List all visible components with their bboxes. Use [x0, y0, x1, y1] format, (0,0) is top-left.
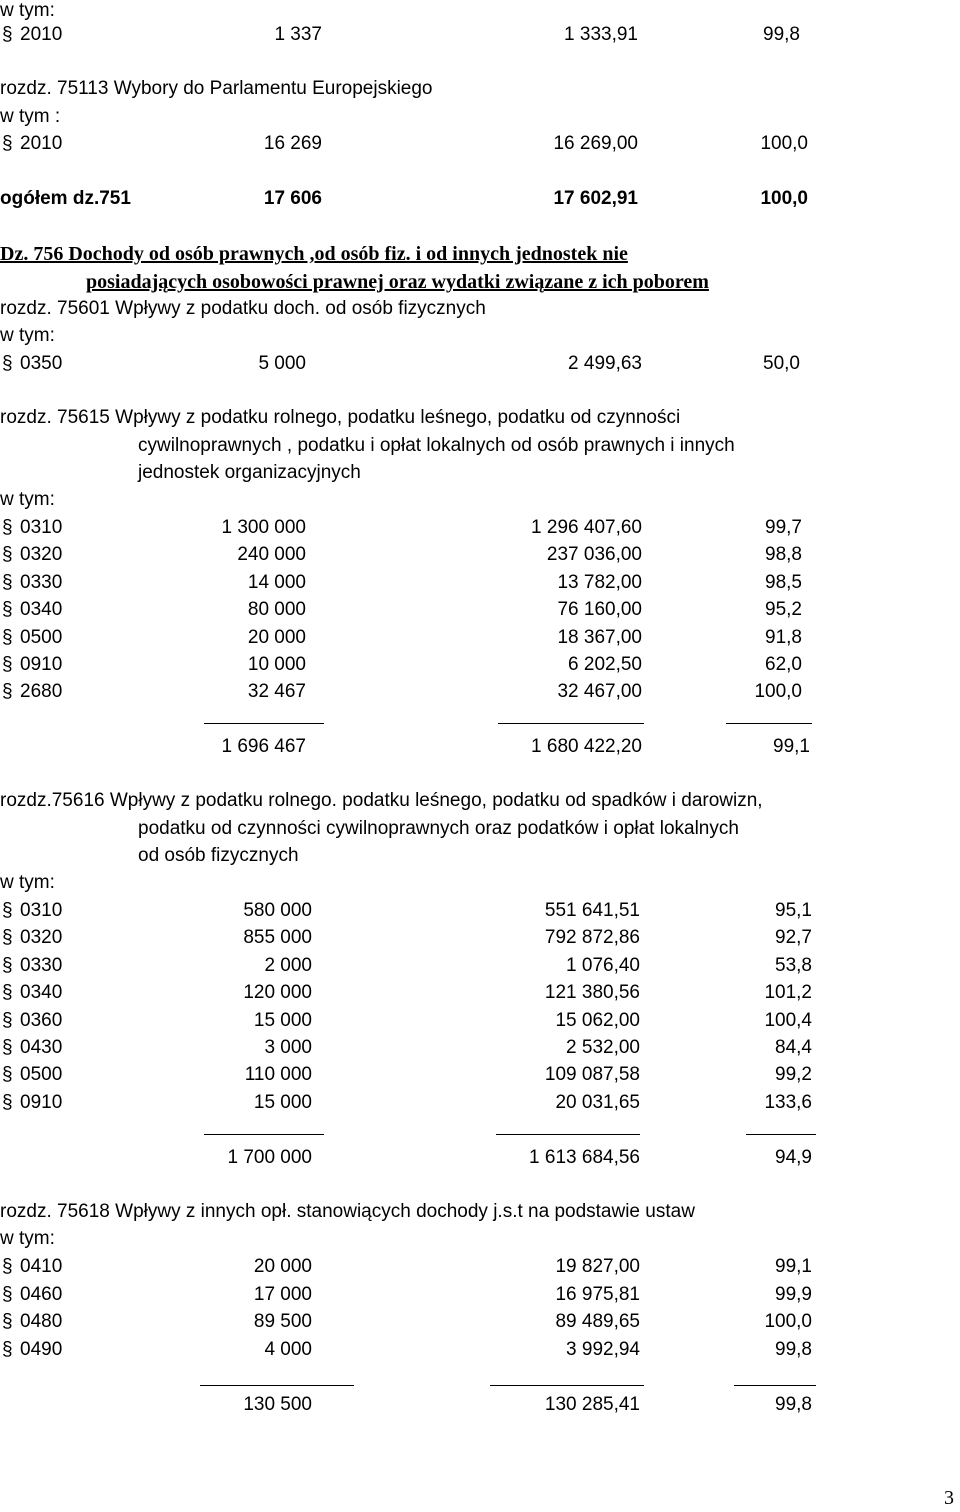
row-code: 2010	[20, 24, 63, 45]
table-row	[0, 626, 960, 650]
sum-rule	[496, 1134, 640, 1135]
subtotal-exec: 130 285,41	[544, 1394, 640, 1415]
row-plan: 580 000	[243, 900, 312, 921]
row-exec: 551 641,51	[544, 900, 640, 921]
row-exec: 89 489,65	[555, 1311, 640, 1332]
row-exec: 237 036,00	[546, 544, 642, 566]
row-pct: 95,2	[765, 599, 802, 621]
table-row	[0, 1338, 960, 1362]
row-exec: 121 380,56	[544, 982, 640, 1004]
row-pct: 99,8	[775, 1338, 812, 1360]
section-title-75113: rozdz. 75113 Wybory do Parlamentu Europejskiego	[0, 78, 433, 99]
row-plan: 110 000	[244, 1064, 312, 1086]
table-row	[0, 1036, 960, 1060]
row-pct: 99,9	[775, 1283, 812, 1305]
table-row	[0, 1091, 960, 1115]
total-exec: 17 602,91	[553, 188, 638, 209]
row-code: 0460	[20, 1283, 63, 1305]
row-pct: 50,0	[763, 353, 800, 374]
subtotal-pct: 94,9	[775, 1147, 812, 1168]
section-sign: §	[2, 1256, 13, 1277]
subtotal-row	[0, 735, 960, 759]
row-pct: 99,1	[775, 1256, 812, 1277]
row-exec: 1 076,40	[566, 954, 640, 976]
total-row-751	[0, 187, 960, 211]
subtotal-pct: 99,1	[773, 736, 810, 757]
table-row	[0, 571, 960, 595]
row-exec: 15 062,00	[555, 1009, 640, 1031]
section-title-75616-cont: od osób fizycznych	[138, 845, 299, 866]
row-exec: 1 296 407,60	[531, 517, 642, 538]
row-plan: 14 000	[247, 571, 306, 593]
row-exec: 32 467,00	[557, 681, 642, 703]
row-plan: 240 000	[237, 544, 306, 566]
section-sign: §	[2, 954, 13, 976]
table-row	[0, 926, 960, 950]
w-tym-label: w tym:	[0, 872, 55, 893]
row-code: 0490	[20, 1338, 63, 1360]
subtotal-exec: 1 680 422,20	[531, 736, 642, 757]
row-code: 2680	[20, 681, 63, 703]
section-sign: §	[2, 571, 13, 593]
row-pct: 95,1	[775, 900, 812, 921]
row-plan: 32 467	[247, 681, 306, 703]
row-pct: 62,0	[765, 654, 802, 675]
row-code: 0500	[20, 626, 63, 648]
row-plan: 5 000	[258, 353, 306, 374]
total-plan: 17 606	[263, 188, 322, 209]
w-tym-label: w tym :	[0, 106, 61, 127]
row-pct: 99,2	[775, 1064, 812, 1086]
row-plan: 3 000	[264, 1037, 312, 1058]
row-pct: 99,7	[765, 517, 802, 538]
row-exec: 18 367,00	[557, 626, 642, 648]
section-sign: §	[2, 1064, 13, 1086]
section-title-75618: rozdz. 75618 Wpływy z innych opł. stanowiących dochody j.s.t na podstawie ustaw	[0, 1201, 695, 1222]
row-plan: 20 000	[253, 1256, 312, 1277]
table-row	[0, 516, 960, 540]
row-plan: 2 000	[264, 954, 312, 976]
w-tym-label: w tym:	[0, 0, 55, 21]
section-sign: §	[2, 517, 13, 538]
row-exec: 76 160,00	[557, 599, 642, 621]
row-exec: 13 782,00	[557, 571, 642, 593]
table-row	[0, 1063, 960, 1087]
row-code: 0430	[20, 1037, 63, 1058]
section-sign: §	[2, 24, 13, 45]
row-pct: 133,6	[764, 1091, 812, 1113]
section-sign: §	[2, 353, 13, 374]
row-pct: 100,0	[754, 681, 802, 703]
row-code: 0500	[20, 1064, 63, 1086]
sum-rule	[746, 1134, 816, 1135]
row-pct: 99,8	[763, 24, 800, 45]
section-title-75616: rozdz.75616 Wpływy z podatku rolnego. podatku leśnego, podatku od spadków i darowizn,	[0, 790, 763, 811]
row-code: 0330	[20, 954, 63, 976]
table-row	[0, 598, 960, 622]
row-pct: 100,4	[764, 1009, 812, 1031]
row-code: 0340	[20, 599, 63, 621]
section-sign: §	[2, 681, 13, 703]
row-plan: 855 000	[243, 927, 312, 949]
row-plan: 80 000	[247, 599, 306, 621]
sum-rule	[204, 723, 324, 724]
row-exec: 19 827,00	[555, 1256, 640, 1277]
subtotal-plan: 1 696 467	[221, 736, 306, 757]
sum-rule	[200, 1385, 354, 1386]
w-tym-label: w tym:	[0, 325, 55, 346]
section-title-75615: rozdz. 75615 Wpływy z podatku rolnego, podatku leśnego, podatku od czynności	[0, 407, 681, 428]
subtotal-row	[0, 1393, 960, 1417]
section-sign: §	[2, 654, 13, 675]
table-row	[0, 1009, 960, 1033]
row-plan: 1 337	[274, 24, 322, 45]
section-sign: §	[2, 544, 13, 566]
chapter-heading-756-line2: posiadających osobowości prawnej oraz wydatki związane z ich poborem	[86, 271, 709, 293]
row-code: 0310	[20, 517, 63, 538]
row-code: 0320	[20, 544, 63, 566]
row-plan: 17 000	[253, 1283, 312, 1305]
row-pct: 100,0	[764, 1311, 812, 1332]
table-row	[0, 543, 960, 567]
row-pct: 53,8	[775, 954, 812, 976]
row-exec: 6 202,50	[568, 654, 642, 675]
subtotal-pct: 99,8	[775, 1394, 812, 1415]
subtotal-plan: 130 500	[243, 1394, 312, 1415]
row-plan: 120 000	[243, 982, 312, 1004]
section-sign: §	[2, 1091, 13, 1113]
row-pct: 101,2	[764, 982, 812, 1004]
table-row	[0, 1283, 960, 1307]
row-plan: 1 300 000	[221, 517, 306, 538]
row-exec: 1 333,91	[564, 24, 638, 45]
row-plan: 10 000	[247, 654, 306, 675]
section-sign: §	[2, 626, 13, 648]
section-sign: §	[2, 982, 13, 1004]
sum-rule	[726, 723, 812, 724]
row-pct: 92,7	[775, 927, 812, 949]
subtotal-exec: 1 613 684,56	[529, 1147, 640, 1168]
row-code: 0340	[20, 982, 63, 1004]
w-tym-label: w tym:	[0, 1228, 55, 1249]
row-pct: 100,0	[760, 133, 808, 154]
subtotal-plan: 1 700 000	[227, 1147, 312, 1168]
section-sign: §	[2, 1009, 13, 1031]
subtotal-row	[0, 1146, 960, 1170]
row-plan: 4 000	[264, 1338, 312, 1360]
row-plan: 15 000	[253, 1009, 312, 1031]
table-row	[0, 352, 960, 376]
section-sign: §	[2, 1283, 13, 1305]
section-sign: §	[2, 133, 13, 154]
row-code: 0910	[20, 654, 63, 675]
section-sign: §	[2, 900, 13, 921]
table-row	[0, 132, 960, 156]
row-exec: 16 975,81	[555, 1283, 640, 1305]
sum-rule	[490, 1385, 644, 1386]
row-pct: 91,8	[765, 626, 802, 648]
row-code: 0910	[20, 1091, 63, 1113]
row-exec: 792 872,86	[544, 927, 640, 949]
section-title-75616-cont: podatku od czynności cywilnoprawnych oraz podatków i opłat lokalnych	[138, 818, 739, 839]
row-exec: 2 499,63	[568, 353, 642, 374]
table-row	[0, 981, 960, 1005]
row-exec: 109 087,58	[544, 1064, 640, 1086]
sum-rule	[734, 1385, 816, 1386]
row-code: 0310	[20, 900, 63, 921]
section-title-75615-cont: cywilnoprawnych , podatku i opłat lokalnych od osób prawnych i innych	[138, 435, 735, 456]
row-code: 0410	[20, 1256, 63, 1277]
section-sign: §	[2, 1311, 13, 1332]
total-label: ogółem dz.751	[0, 188, 131, 209]
table-row	[0, 954, 960, 978]
section-sign: §	[2, 927, 13, 949]
row-plan: 15 000	[253, 1091, 312, 1113]
row-exec: 16 269,00	[553, 133, 638, 154]
row-exec: 2 532,00	[566, 1037, 640, 1058]
table-row	[0, 1255, 960, 1279]
row-code: 0350	[20, 353, 63, 374]
row-code: 0480	[20, 1311, 63, 1332]
table-row	[0, 1310, 960, 1334]
table-row	[0, 899, 960, 923]
w-tym-label: w tym:	[0, 489, 55, 510]
table-row	[0, 23, 960, 47]
row-code: 0320	[20, 927, 63, 949]
section-sign: §	[2, 1338, 13, 1360]
row-code: 0360	[20, 1009, 63, 1031]
row-code: 2010	[20, 133, 63, 154]
row-code: 0330	[20, 571, 63, 593]
row-exec: 3 992,94	[566, 1338, 640, 1360]
page-number: 3	[944, 1487, 954, 1509]
table-row	[0, 653, 960, 677]
row-pct: 84,4	[775, 1037, 812, 1058]
section-sign: §	[2, 1037, 13, 1058]
table-row	[0, 680, 960, 704]
row-pct: 98,8	[765, 544, 802, 566]
row-plan: 89 500	[253, 1311, 312, 1332]
row-exec: 20 031,65	[555, 1091, 640, 1113]
total-pct: 100,0	[760, 188, 808, 209]
row-pct: 98,5	[765, 571, 802, 593]
sum-rule	[498, 723, 644, 724]
row-plan: 20 000	[247, 626, 306, 648]
section-title-75615-cont: jednostek organizacyjnych	[138, 462, 361, 483]
chapter-heading-756-line1: Dz. 756 Dochody od osób prawnych ,od osób fiz. i od innych jednostek nie	[0, 243, 628, 265]
section-title-75601: rozdz. 75601 Wpływy z podatku doch. od osób fizycznych	[0, 298, 486, 319]
row-plan: 16 269	[263, 133, 322, 154]
section-sign: §	[2, 599, 13, 621]
sum-rule	[204, 1134, 324, 1135]
